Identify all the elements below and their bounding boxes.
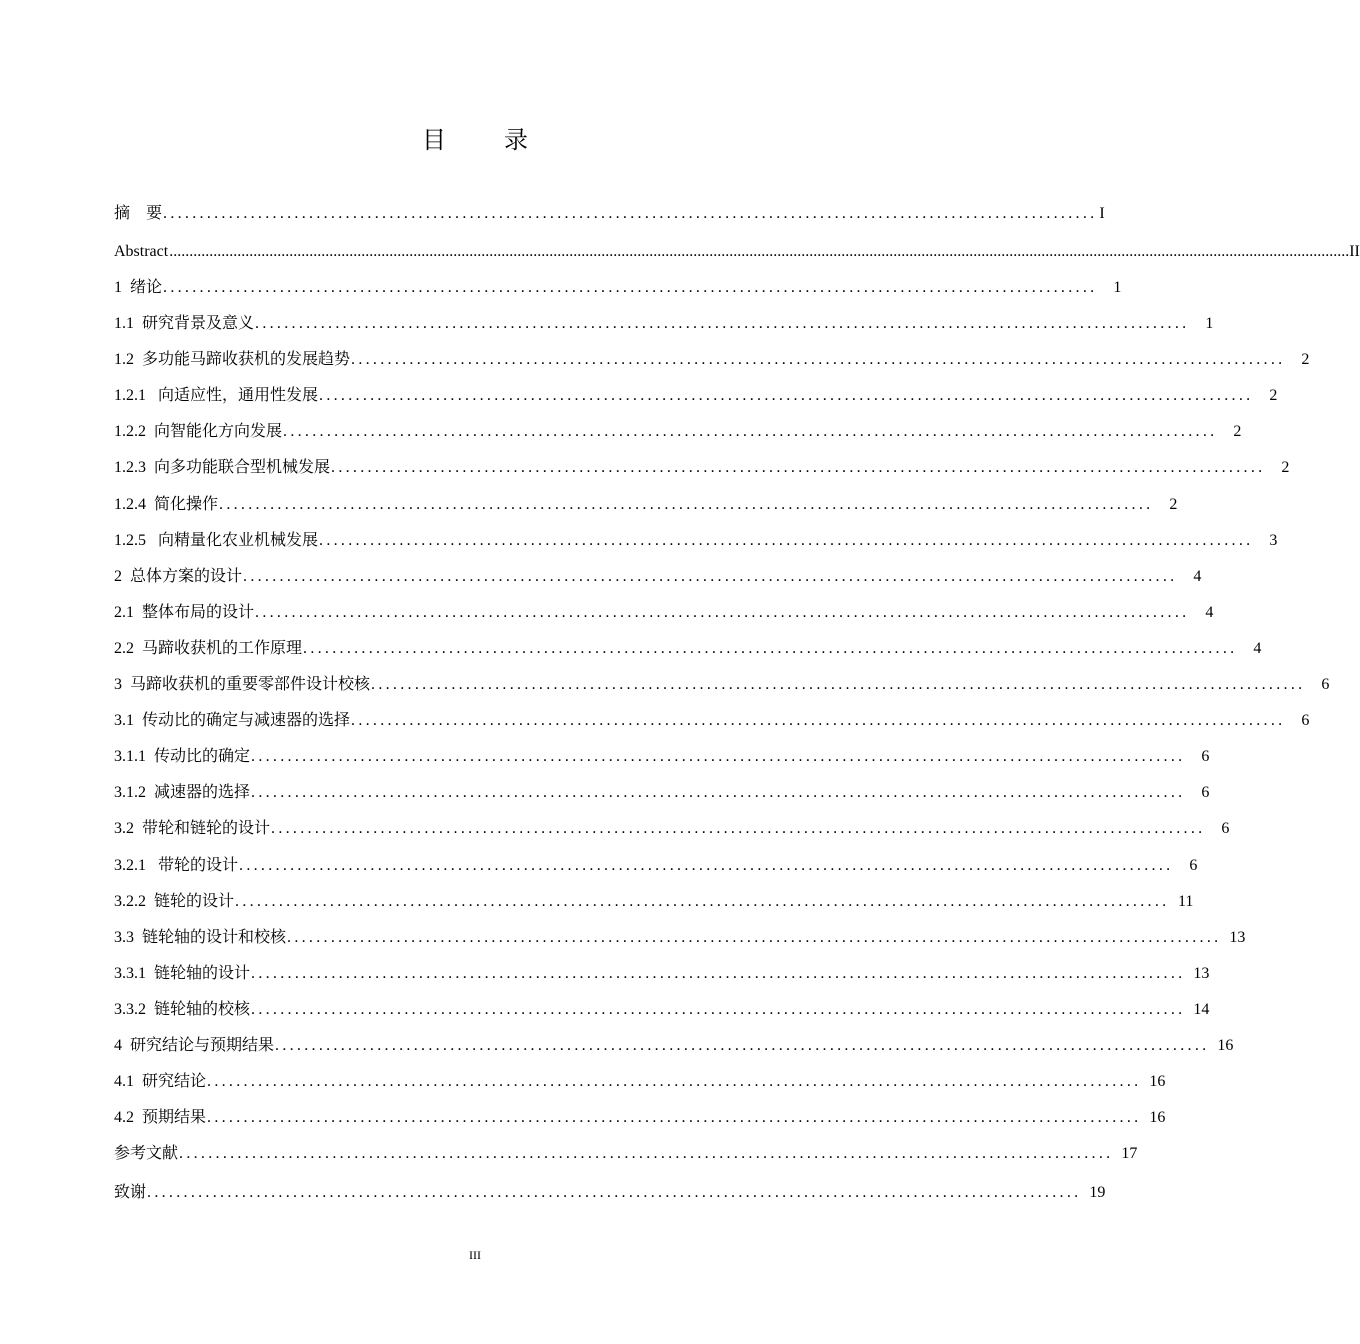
toc-entry-page: 6 (1189, 856, 1198, 874)
toc-dot-leader: ................................................................................................................................ (351, 351, 1286, 369)
toc-entry-page: 16 (1149, 1109, 1166, 1127)
toc-entry[interactable] (114, 667, 1330, 703)
toc-entry-label: 4.2 预期结果 (114, 1109, 207, 1127)
toc-entry[interactable] (114, 703, 1310, 739)
toc-entry[interactable] (114, 775, 1210, 811)
toc-entry-label: 致谢 (114, 1184, 147, 1202)
toc-dot-leader: ................................................................................................................................ (319, 387, 1254, 405)
toc-dot-leader: ................................................................................................................................ (251, 784, 1186, 802)
toc-entry-page: 1 (1205, 315, 1214, 333)
toc-entry[interactable] (114, 1136, 1138, 1172)
toc-entry[interactable] (114, 992, 1210, 1028)
toc-dot-leader: ....................................................................................................................................................................................................................................................................................................... (169, 243, 1350, 260)
toc-entry-label: 3 马蹄收获机的重要零部件设计校核 (114, 676, 371, 694)
toc-entry-page: 16 (1149, 1073, 1166, 1091)
toc-entry-label: 1.1 研究背景及意义 (114, 315, 255, 333)
toc-dot-leader: ................................................................................................................................ (163, 279, 1098, 296)
toc-entry[interactable] (114, 523, 1278, 559)
toc-entry-page: 1 (1113, 279, 1122, 296)
toc-entry[interactable] (114, 848, 1198, 884)
toc-entry-label: 4.1 研究结论 (114, 1073, 207, 1091)
toc-entry[interactable] (114, 196, 1105, 234)
toc-dot-leader: ................................................................................................................................ (287, 928, 1222, 946)
toc-entry[interactable] (114, 920, 1246, 956)
toc-entry[interactable] (114, 487, 1178, 523)
toc-entry-page: 4 (1193, 567, 1202, 585)
toc-entry[interactable] (114, 270, 1122, 306)
toc-dot-leader: ................................................................................................................................ (255, 315, 1190, 333)
toc-entry-page: 2 (1281, 459, 1290, 477)
toc-entry-page: 2 (1269, 387, 1278, 405)
toc-dot-leader: ................................................................................................................................ (243, 567, 1178, 585)
toc-entry[interactable] (114, 631, 1262, 667)
toc-entry[interactable] (114, 1028, 1234, 1064)
toc-entry-page: 6 (1221, 820, 1230, 838)
toc-dot-leader: ................................................................................................................................ (303, 639, 1238, 657)
toc-dot-leader: ................................................................................................................................ (163, 205, 1098, 222)
toc-dot-leader: ................................................................................................................................ (351, 712, 1286, 730)
toc-dot-leader: ................................................................................................................................ (275, 1036, 1210, 1054)
toc-entry-label: 1.2.5 向精量化农业机械发展 (114, 531, 319, 549)
toc-dot-leader: ................................................................................................................................ (255, 603, 1190, 621)
toc-entry-label: 1.2 多功能马蹄收获机的发展趋势 (114, 351, 351, 369)
toc-entry-label: 3.1 传动比的确定与减速器的选择 (114, 712, 351, 730)
toc-entry-label: 3.3.1 链轮轴的设计 (114, 964, 251, 982)
toc-entry-label: 2 总体方案的设计 (114, 567, 243, 585)
toc-entry-label: 3.1.2 减速器的选择 (114, 784, 251, 802)
toc-dot-leader: ................................................................................................................................ (331, 459, 1266, 477)
toc-entry-page: 2 (1301, 351, 1310, 369)
toc-entry-page: 6 (1201, 748, 1210, 766)
toc-dot-leader: ................................................................................................................................ (219, 495, 1154, 513)
toc-entry-label: 4 研究结论与预期结果 (114, 1036, 275, 1054)
toc-entry-label: 1 绪论 (114, 279, 163, 296)
toc-entry-page: 2 (1233, 423, 1242, 441)
toc-entry-page: 6 (1301, 712, 1310, 730)
toc-entry-page: 13 (1193, 964, 1210, 982)
toc-entry-label: 3.3.2 链轮轴的校核 (114, 1000, 251, 1018)
toc-entry-label: 参考文献 (114, 1145, 179, 1163)
toc-dot-leader: ................................................................................................................................ (319, 531, 1254, 549)
toc-entry-page: 4 (1205, 603, 1214, 621)
toc-dot-leader: ................................................................................................................................ (251, 748, 1186, 766)
toc-entry[interactable] (114, 450, 1290, 486)
toc-entry-label: 1.2.1 向适应性，通用性发展 (114, 387, 319, 405)
toc-dot-leader: ................................................................................................................................ (371, 676, 1306, 694)
page-number: III (469, 1248, 481, 1262)
toc-entry[interactable] (114, 811, 1230, 847)
toc-entry-page: 3 (1269, 531, 1278, 549)
toc-dot-leader: ................................................................................................................................ (239, 856, 1174, 874)
toc-entry-label: 1.2.2 向智能化方向发展 (114, 423, 283, 441)
toc-entry[interactable] (114, 234, 1360, 270)
toc-dot-leader: ................................................................................................................................ (283, 423, 1218, 441)
toc-entry-page: 13 (1229, 928, 1246, 946)
toc-dot-leader: ................................................................................................................................ (207, 1073, 1142, 1091)
toc-entry-page: 11 (1178, 892, 1194, 910)
toc-dot-leader: ................................................................................................................................ (179, 1145, 1114, 1163)
toc-entry-page: 4 (1253, 639, 1262, 657)
toc-entry[interactable] (114, 1064, 1166, 1100)
toc-entry-label: 3.3 链轮轴的设计和校核 (114, 928, 287, 946)
toc-entry[interactable] (114, 1172, 1106, 1212)
toc-entry-page: I (1099, 205, 1105, 222)
toc-entry-label: Abstract (114, 243, 169, 260)
toc-entry[interactable] (114, 956, 1210, 992)
toc-entry-page: 2 (1169, 495, 1178, 513)
toc-dot-leader: ................................................................................................................................ (235, 892, 1170, 910)
toc-entry[interactable] (114, 414, 1242, 450)
page-title: 目 录 (422, 128, 554, 154)
toc-entry[interactable] (114, 378, 1278, 414)
toc-entry-label: 1.2.4 简化操作 (114, 495, 219, 513)
toc-entry[interactable] (114, 884, 1194, 920)
toc-entry[interactable] (114, 1100, 1166, 1136)
toc-entry-label: 3.2 带轮和链轮的设计 (114, 820, 271, 838)
toc-entry-label: 3.2.2 链轮的设计 (114, 892, 235, 910)
toc-dot-leader: ................................................................................................................................ (251, 1000, 1186, 1018)
toc-entry-page: 19 (1089, 1184, 1106, 1202)
toc-entry-label: 2.1 整体布局的设计 (114, 603, 255, 621)
table-of-contents (114, 196, 1360, 1212)
toc-entry-page: 6 (1201, 784, 1210, 802)
toc-entry-label: 2.2 马蹄收获机的工作原理 (114, 639, 303, 657)
toc-entry-page: 17 (1121, 1145, 1138, 1163)
toc-entry-label: 摘 要 (114, 205, 163, 222)
toc-entry[interactable] (114, 559, 1202, 595)
toc-entry-label: 1.2.3 向多功能联合型机械发展 (114, 459, 331, 477)
toc-dot-leader: ................................................................................................................................ (147, 1184, 1082, 1202)
toc-entry[interactable] (114, 595, 1214, 631)
toc-entry-page: 16 (1217, 1036, 1234, 1054)
toc-entry-page: 6 (1321, 676, 1330, 694)
toc-dot-leader: ................................................................................................................................ (251, 964, 1186, 982)
toc-dot-leader: ................................................................................................................................ (207, 1109, 1142, 1127)
toc-entry-label: 3.1.1 传动比的确定 (114, 748, 251, 766)
toc-entry-page: II (1349, 243, 1360, 260)
toc-entry-page: 14 (1193, 1000, 1210, 1018)
toc-entry[interactable] (114, 342, 1310, 378)
toc-dot-leader: ................................................................................................................................ (271, 820, 1206, 838)
toc-entry[interactable] (114, 306, 1214, 342)
toc-entry[interactable] (114, 739, 1210, 775)
toc-entry-label: 3.2.1 带轮的设计 (114, 856, 239, 874)
